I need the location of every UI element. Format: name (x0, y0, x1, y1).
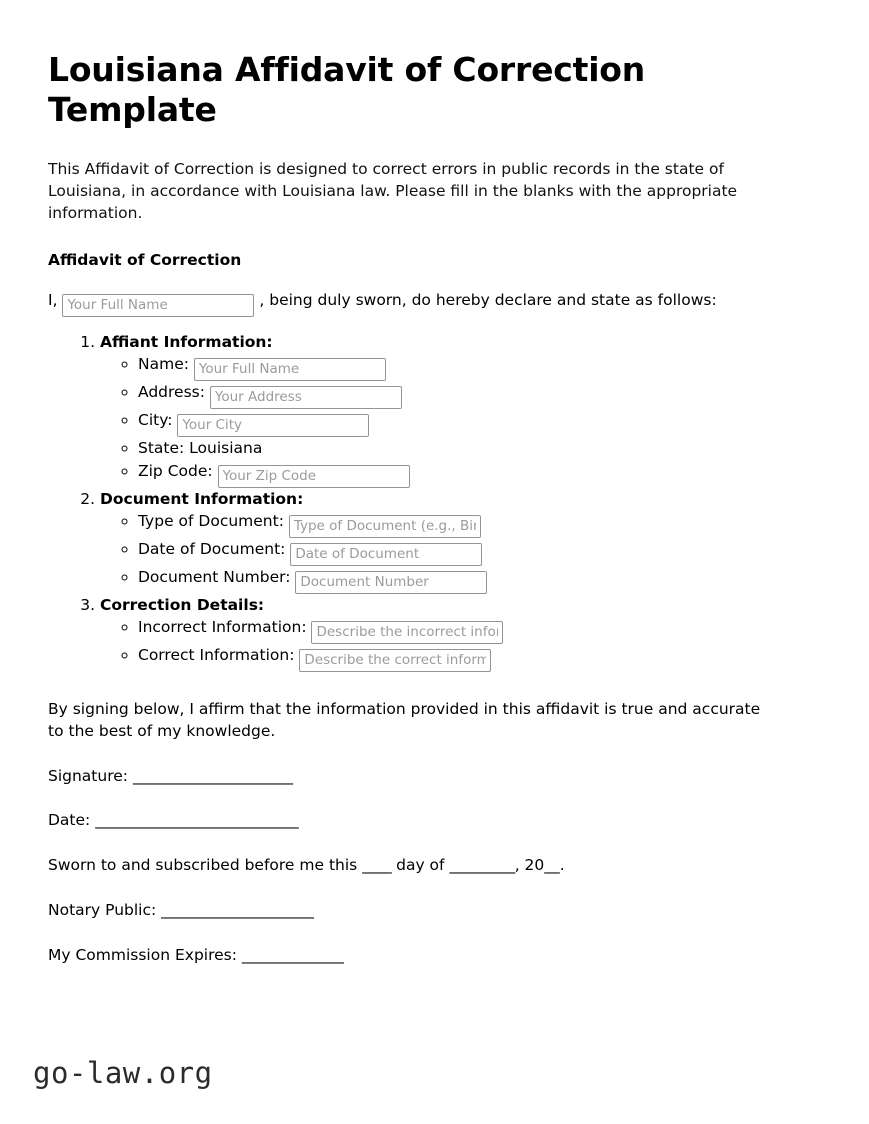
sworn-month-rule: _________ (449, 856, 515, 875)
commission-expires-label: My Commission Expires: (48, 945, 237, 964)
section-label: Document Information: (100, 489, 304, 508)
document-number-input[interactable] (295, 571, 487, 594)
field-label-document-date: Date of Document: (138, 539, 286, 558)
field-row-city (138, 409, 804, 437)
date-rule: ____________________________ (95, 811, 299, 830)
field-label-zip: Zip Code: (138, 461, 213, 480)
declaration-line (48, 289, 804, 317)
section-affiant-information (100, 331, 804, 488)
field-row-document-number (138, 566, 804, 594)
sworn-text-third: , 20__. (514, 856, 565, 875)
signature-rule: ______________________ (132, 766, 293, 785)
correct-information-input[interactable] (299, 649, 491, 672)
page-title: Louisiana Affidavit of Correction Template (48, 50, 646, 130)
field-row-address (138, 381, 804, 409)
document-content (48, 50, 804, 966)
notary-public-rule: _____________________ (161, 900, 314, 919)
field-row-incorrect-information (138, 616, 804, 644)
section-label: Affiant Information: (100, 332, 273, 351)
field-row-state (138, 437, 804, 460)
affidavit-heading: Affidavit of Correction (48, 250, 242, 269)
affirmation-paragraph: By signing below, I affirm that the information provided in this affidavit is true and accurate to the best of my knowledge. (48, 699, 761, 741)
field-label-document-number: Document Number: (138, 567, 291, 586)
sections-list (48, 331, 804, 672)
intro-paragraph: This Affidavit of Correction is designed to correct errors in public records in the state of Louisiana, in accordance with Louisiana law. Please fill in the blanks with the appropriate information. (48, 159, 738, 223)
commission-expires-line (48, 945, 804, 967)
field-label-state: State: Louisiana (138, 438, 263, 457)
city-input[interactable] (177, 414, 369, 437)
sworn-day-rule: ____ (362, 856, 392, 875)
commission-expires-rule: ______________ (241, 945, 344, 964)
date-label: Date: (48, 811, 91, 830)
notary-public-line (48, 900, 804, 922)
sworn-text-second: day of (396, 856, 445, 875)
field-label-incorrect-information: Incorrect Information: (138, 617, 307, 636)
zip-code-input[interactable] (218, 465, 410, 488)
field-label-name: Name: (138, 354, 189, 373)
field-list-correction (100, 616, 804, 672)
document-type-input[interactable] (289, 515, 481, 538)
field-label-correct-information: Correct Information: (138, 645, 295, 664)
field-label-address: Address: (138, 382, 205, 401)
section-label: Correction Details: (100, 595, 265, 614)
declaration-suffix: , being duly sworn, do hereby declare and state as follows: (259, 290, 717, 309)
field-row-name (138, 353, 804, 381)
declaration-prefix: I, (48, 290, 58, 309)
address-input[interactable] (210, 386, 402, 409)
notary-public-label: Notary Public: (48, 900, 157, 919)
name-input[interactable] (194, 358, 386, 381)
incorrect-information-input[interactable] (311, 621, 503, 644)
signature-line (48, 766, 804, 788)
sworn-text-first: Sworn to and subscribed before me this (48, 856, 358, 875)
section-correction-details (100, 594, 804, 672)
field-label-document-type: Type of Document: (138, 511, 284, 530)
field-list-affiant (100, 353, 804, 488)
site-watermark: go-law.org (33, 1056, 213, 1090)
date-line (48, 810, 804, 832)
declarant-name-input[interactable] (62, 294, 254, 317)
field-row-document-type (138, 510, 804, 538)
field-list-document (100, 510, 804, 594)
signature-label: Signature: (48, 766, 128, 785)
field-row-document-date (138, 538, 804, 566)
field-label-city: City: (138, 410, 173, 429)
document-date-input[interactable] (290, 543, 482, 566)
sworn-statement-line (48, 855, 804, 877)
section-document-information (100, 488, 804, 594)
field-row-zip (138, 460, 804, 488)
field-row-correct-information (138, 644, 804, 672)
